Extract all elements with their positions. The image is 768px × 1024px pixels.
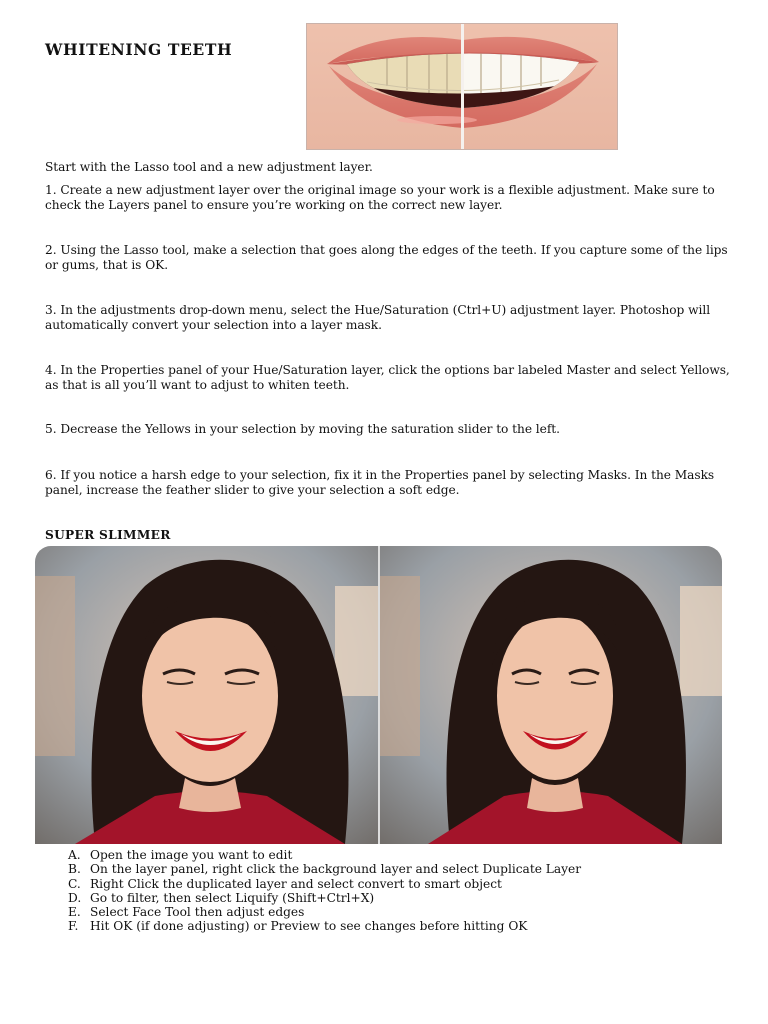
list-item-text: Hit OK (if done adjusting) or Preview to see changes before hitting OK bbox=[90, 919, 528, 934]
list-item bbox=[68, 862, 581, 876]
list-item-text: Go to filter, then select Liquify (Shift+Ctrl+X) bbox=[90, 890, 375, 905]
step-3: 3. In the adjustments drop-down menu, select the Hue/Saturation (Ctrl+U) adjustment layer. Photoshop will automatically convert your selection into a layer mask. bbox=[45, 303, 711, 332]
list-item bbox=[68, 905, 581, 919]
list-item bbox=[68, 848, 581, 862]
step-2: 2. Using the Lasso tool, make a selection that goes along the edges of the teeth. If you capture some of the lips or gums, that is OK. bbox=[45, 243, 728, 272]
list-marker: E. bbox=[68, 905, 81, 920]
list-item-text: Select Face Tool then adjust edges bbox=[90, 905, 305, 920]
step-4: 4. In the Properties panel of your Hue/Saturation layer, click the options bar labeled Master and select Yellows, as that is all you’ll want to adjust to whiten teeth. bbox=[45, 363, 730, 392]
section-heading: SUPER SLIMMER bbox=[45, 528, 171, 542]
step-6: 6. If you notice a harsh edge to your selection, fix it in the Properties panel by selecting Masks. In the Masks panel, increase the feather slider to give your selection a soft edge. bbox=[45, 468, 715, 497]
list-item-text: Open the image you want to edit bbox=[90, 848, 293, 862]
list-marker: B. bbox=[68, 862, 81, 877]
list-item bbox=[68, 877, 581, 891]
intro-text: Start with the Lasso tool and a new adjustment layer. bbox=[45, 160, 373, 174]
portrait-before bbox=[35, 546, 378, 844]
list-item-text: On the layer panel, right click the background layer and select Duplicate Layer bbox=[90, 862, 582, 877]
teeth-before-after-image bbox=[306, 23, 618, 150]
list-item-text: Right Click the duplicated layer and select convert to smart object bbox=[90, 876, 502, 891]
list-marker: A. bbox=[68, 848, 81, 862]
slimmer-steps-list bbox=[68, 848, 581, 934]
step-1: 1. Create a new adjustment layer over the original image so your work is a flexible adjustment. Make sure to check the Layers panel to ensure you’re working on the correct new layer. bbox=[45, 183, 715, 212]
smile-illustration bbox=[307, 24, 618, 150]
list-item bbox=[68, 891, 581, 905]
portrait-after bbox=[380, 546, 723, 844]
page-title: WHITENING TEETH bbox=[45, 40, 233, 59]
list-marker: C. bbox=[68, 876, 81, 891]
face-slimming-before-after bbox=[35, 546, 722, 844]
list-item bbox=[68, 919, 581, 933]
step-5: 5. Decrease the Yellows in your selection by moving the saturation slider to the left. bbox=[45, 422, 560, 436]
list-marker: F. bbox=[68, 919, 79, 934]
list-marker: D. bbox=[68, 890, 82, 905]
